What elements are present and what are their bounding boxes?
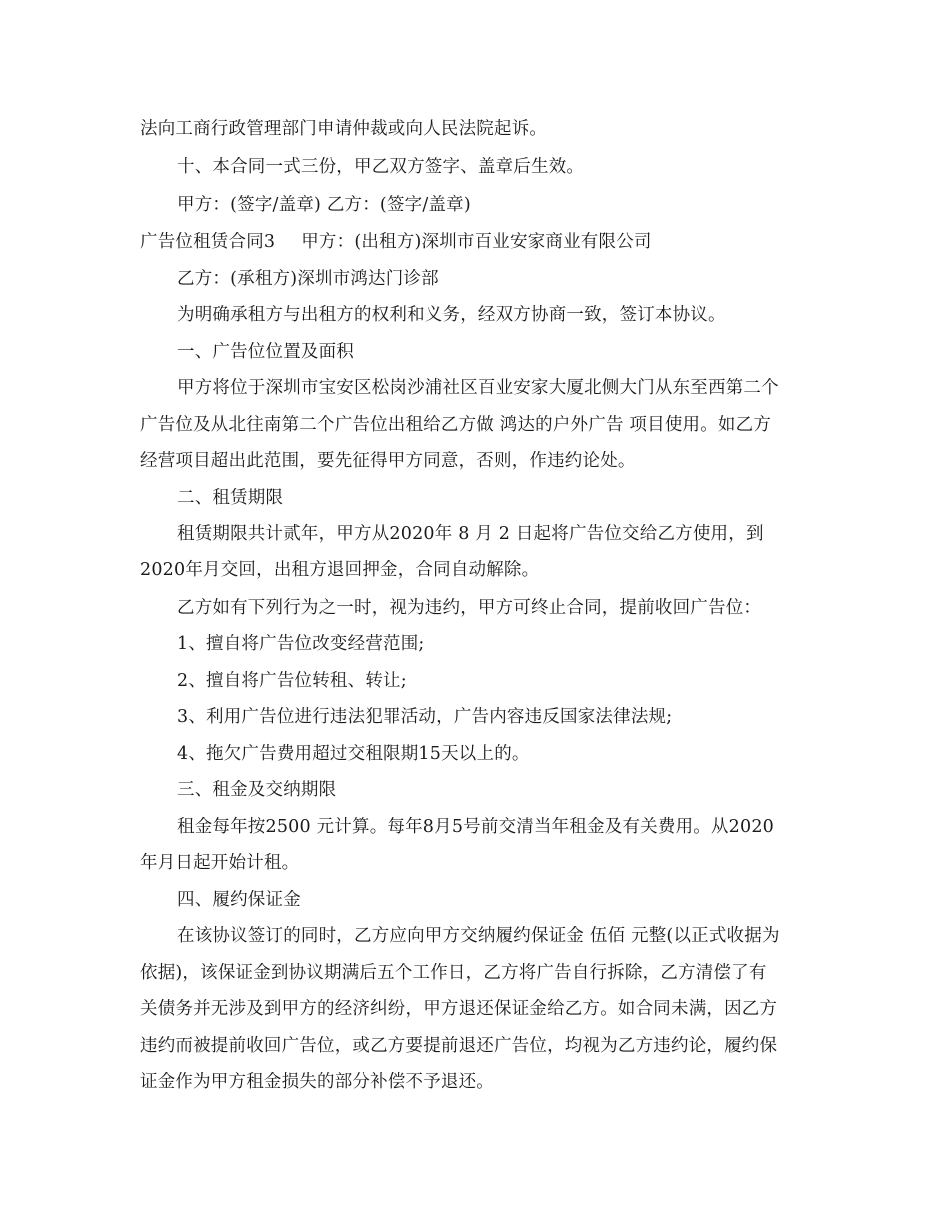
section-heading-deposit: 四、履约保证金: [177, 890, 301, 910]
section-heading-term: 二、租赁期限: [177, 488, 284, 508]
party-a: 甲方：(出租方)深圳市百业安家商业有限公司: [301, 232, 652, 252]
paragraph-line: 依据)，该保证金到协议期满后五个工作日，乙方将广告自行拆除，乙方清偿了有: [140, 963, 767, 983]
paragraph-line: 广告位及从北往南第二个广告位出租给乙方做 鸿达的户外广告 项目使用。如乙方: [140, 415, 772, 435]
paragraph-line: 违约而被提前收回广告位，或乙方要提前退还广告位，均视为乙方违约论，履约保: [140, 1036, 778, 1056]
paragraph-line: 证金作为甲方租金损失的部分补偿不予退还。: [140, 1072, 494, 1092]
paragraph-line: 关债务并无涉及到甲方的经济纠纷，甲方退还保证金给乙方。如合同未满，因乙方: [140, 999, 778, 1019]
paragraph-line: 在该协议签订的同时，乙方应向甲方交纳履约保证金 伍佰 元整(以正式收据为: [177, 926, 780, 946]
paragraph-line: 租金每年按2500 元计算。每年8月5号前交清当年租金及有关费用。从2020: [177, 817, 775, 837]
paragraph-line: 年月日起开始计租。: [140, 853, 300, 873]
section-heading-rent: 三、租金及交纳期限: [177, 780, 337, 800]
paragraph-line: 甲方将位于深圳市宝安区松岗沙浦社区百业安家大厦北侧大门从东至西第二个: [177, 378, 779, 398]
section-heading-location: 一、广告位位置及面积: [177, 342, 354, 362]
preamble: 为明确承租方与出租方的权利和义务，经双方协商一致，签订本协议。: [177, 305, 726, 325]
signature-line: 甲方：(签字/盖章) 乙方：(签字/盖章): [177, 195, 471, 215]
list-item: 3、利用广告位进行违法犯罪活动，广告内容违反国家法律法规;: [177, 707, 673, 727]
clause-ten: 十、本合同一式三份，甲乙双方签字、盖章后生效。: [177, 157, 585, 177]
list-item: 1、擅自将广告位改变经营范围;: [177, 634, 425, 654]
paragraph-line: 乙方如有下列行为之一时，视为违约，甲方可终止合同，提前收回广告位：: [177, 598, 762, 618]
party-b: 乙方：(承租方)深圳市鸿达门诊部: [177, 269, 439, 289]
list-item: 4、拖欠广告费用超过交租限期15天以上的。: [177, 744, 530, 764]
paragraph-line: 法向工商行政管理部门申请仲裁或向人民法院起诉。: [140, 119, 548, 139]
list-item: 2、擅自将广告位转租、转让;: [177, 671, 407, 691]
paragraph-line: 租赁期限共计贰年，甲方从2020年 8 月 2 日起将广告位交给乙方使用，到: [177, 524, 764, 544]
contract-title: 广告位租赁合同3: [140, 232, 276, 252]
paragraph-line: 经营项目超出此范围，要先征得甲方同意，否则，作违约论处。: [140, 451, 636, 471]
paragraph-line: 2020年月交回，出租方退回押金，合同自动解除。: [140, 560, 540, 580]
contract-heading-line: [140, 231, 652, 253]
